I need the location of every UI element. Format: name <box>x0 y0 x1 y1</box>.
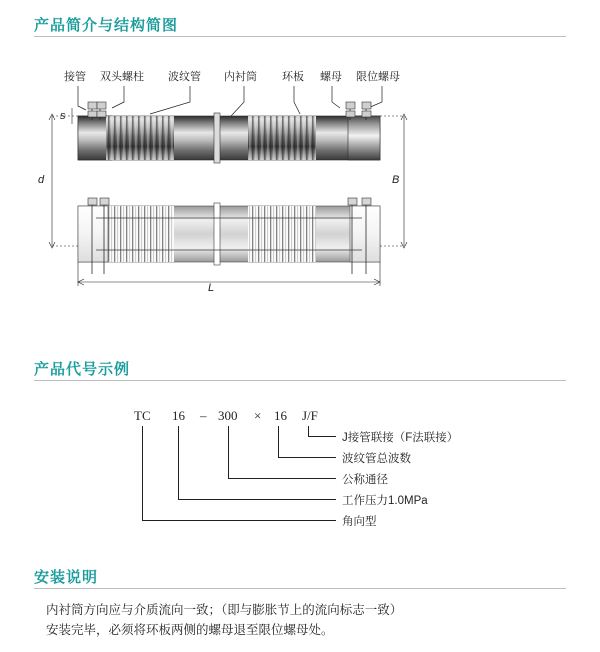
callout-label-shuangtouluozhu: 双头螺柱 <box>100 71 144 83</box>
leader-hline-waves <box>278 457 336 458</box>
code-desc-diameter: 公称通径 <box>342 474 388 486</box>
dimension-label-d: d <box>38 174 45 186</box>
code-token-waves: 16 <box>274 408 287 423</box>
leader-vline-connect <box>308 426 309 436</box>
install-section-divider <box>34 588 566 589</box>
code-token-times: × <box>254 408 262 423</box>
install-section-title: 安装说明 <box>34 569 99 586</box>
structure-section-divider <box>34 36 566 37</box>
leader-hline-pressure <box>178 499 336 500</box>
install-note-line-2: 安装完毕，必须将环板两侧的螺母退至限位螺母处。 <box>46 623 334 637</box>
structure-diagram <box>0 58 600 308</box>
dimension-label-s: s <box>60 110 66 122</box>
callout-label-huanban: 环板 <box>282 71 304 83</box>
callout-label-bowenguan: 波纹管 <box>168 71 201 83</box>
callout-label-jieguan: 接管 <box>64 71 86 83</box>
code-token-connect: J/F <box>302 408 318 423</box>
dimension-label-B: B <box>392 174 400 186</box>
code-section-title: 产品代号示例 <box>34 361 131 378</box>
leader-vline-waves <box>278 426 279 457</box>
code-token-pressure: 16 <box>172 408 185 423</box>
leader-hline-diameter <box>228 478 336 479</box>
leader-vline-type <box>142 426 143 520</box>
install-note-line-1: 内衬筒方向应与介质流向一致；（即与膨胀节上的流向标志一致） <box>46 603 403 617</box>
code-desc-waves: 波纹管总波数 <box>342 453 411 465</box>
product-code-example <box>0 378 600 548</box>
leader-vline-diameter <box>228 426 229 478</box>
leader-hline-type <box>142 520 336 521</box>
code-desc-type: 角向型 <box>342 516 377 528</box>
code-desc-connect: J接管联接（F法联接） <box>342 432 459 444</box>
structure-section-title: 产品简介与结构简图 <box>34 17 179 34</box>
code-token-series: TC <box>134 408 151 423</box>
dimension-label-L: L <box>208 282 215 294</box>
code-desc-pressure: 工作压力1.0MPa <box>342 495 428 507</box>
leader-hline-connect <box>308 436 336 437</box>
code-token-diameter: 300 <box>218 408 238 423</box>
install-notes <box>46 600 566 640</box>
callout-label-xianweiluomu: 限位螺母 <box>356 71 400 83</box>
callout-label-neichentong: 内衬筒 <box>224 71 257 83</box>
leader-vline-pressure <box>178 426 179 499</box>
callout-label-luomu: 螺母 <box>320 71 342 83</box>
code-token-dash: – <box>200 408 207 423</box>
structure-diagram-svg <box>0 58 600 308</box>
